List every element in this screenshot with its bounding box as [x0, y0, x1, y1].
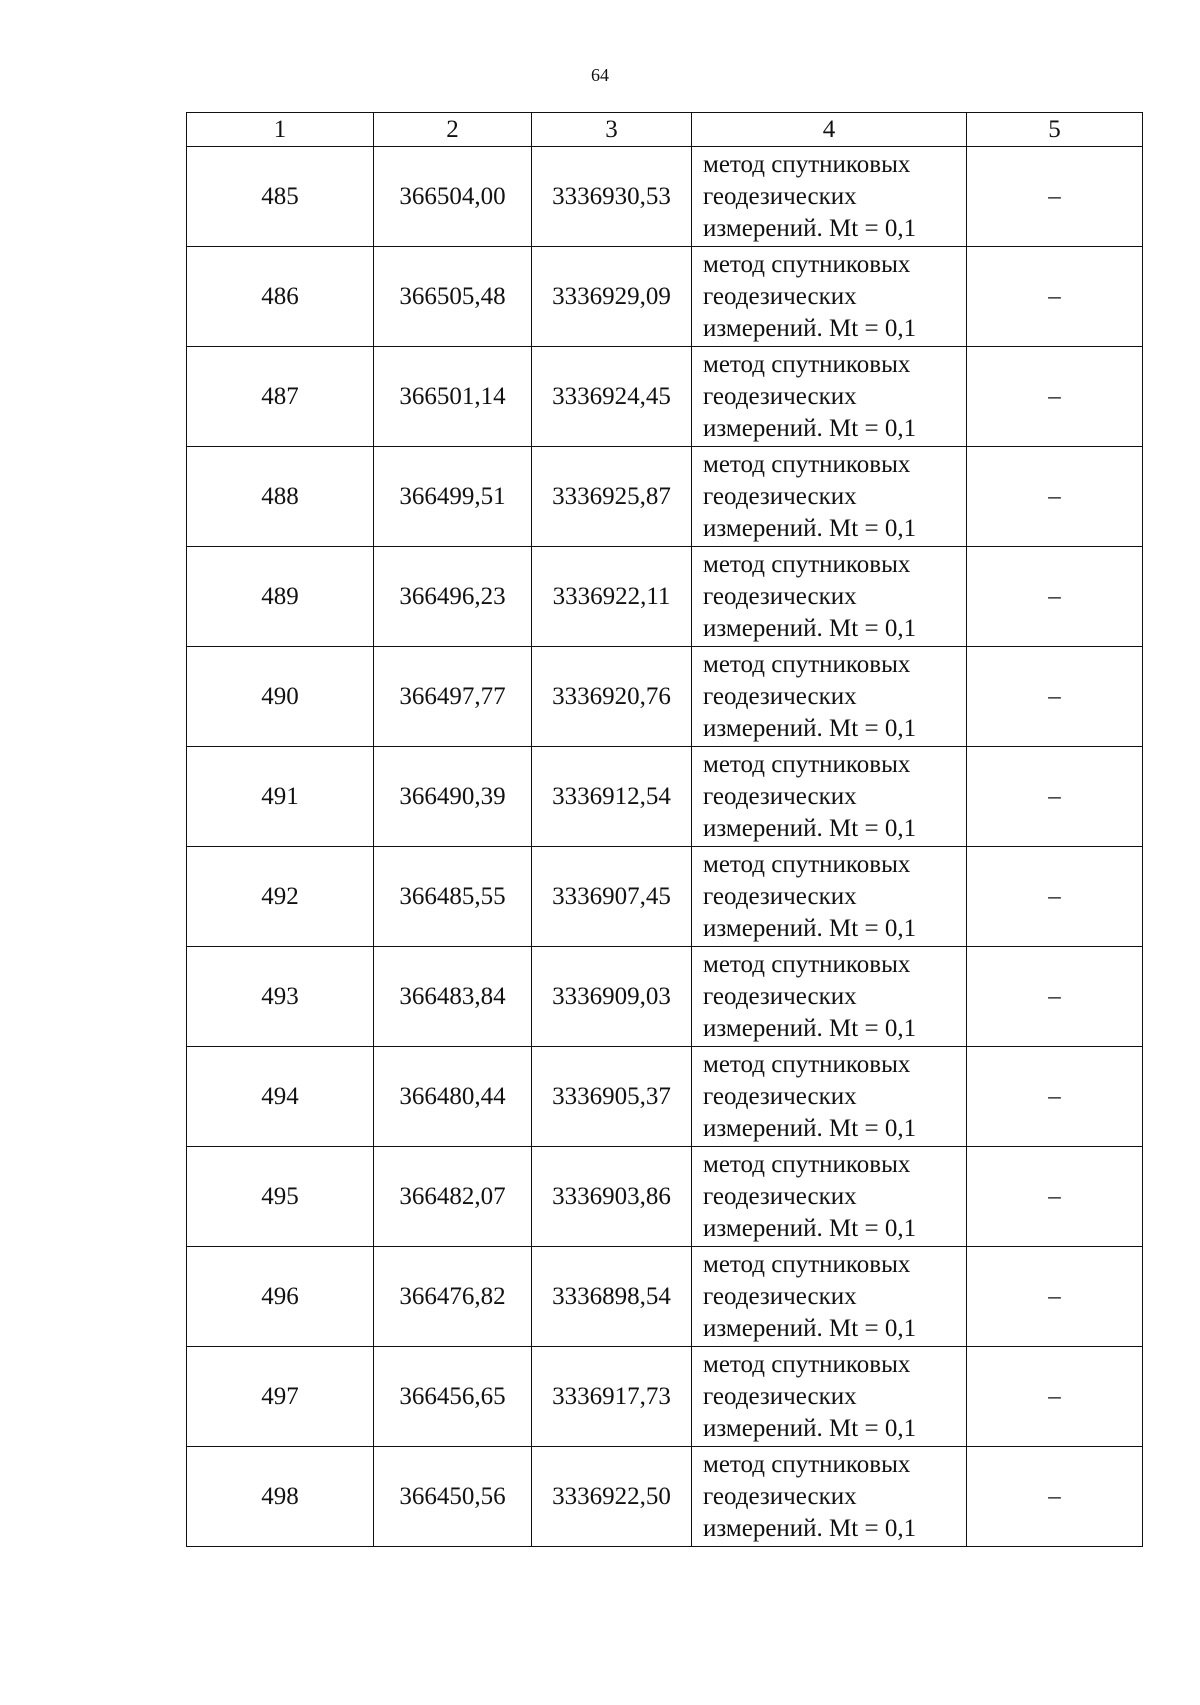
- y-coordinate-cell: 3336912,54: [532, 747, 692, 847]
- table-row: [187, 1247, 1143, 1347]
- method-line: метод спутниковых: [703, 1050, 911, 1078]
- table-row: [187, 1447, 1143, 1547]
- coordinates-table: [186, 112, 1143, 1547]
- method-cell: [692, 347, 967, 447]
- method-line: метод спутниковых: [703, 250, 911, 278]
- method-cell: [692, 1247, 967, 1347]
- x-coordinate-cell: 366499,51: [374, 447, 532, 547]
- method-line: измерений. Mt = 0,1: [703, 714, 917, 742]
- note-cell: –: [967, 747, 1143, 847]
- note-cell: –: [967, 647, 1143, 747]
- table-row: [187, 547, 1143, 647]
- method-line: метод спутниковых: [703, 950, 911, 978]
- note-cell: –: [967, 247, 1143, 347]
- note-cell: –: [967, 1247, 1143, 1347]
- table-row: [187, 147, 1143, 247]
- method-cell: [692, 1147, 967, 1247]
- table-row: [187, 947, 1143, 1047]
- method-line: измерений. Mt = 0,1: [703, 1514, 917, 1542]
- method-cell: [692, 647, 967, 747]
- method-cell: [692, 147, 967, 247]
- y-coordinate-cell: 3336898,54: [532, 1247, 692, 1347]
- method-cell: [692, 547, 967, 647]
- point-number-cell: 492: [187, 847, 374, 947]
- method-line: метод спутниковых: [703, 550, 911, 578]
- point-number-cell: 489: [187, 547, 374, 647]
- method-cell: [692, 247, 967, 347]
- table-row: [187, 247, 1143, 347]
- method-cell: [692, 1047, 967, 1147]
- x-coordinate-cell: 366504,00: [374, 147, 532, 247]
- y-coordinate-cell: 3336917,73: [532, 1347, 692, 1447]
- table-row: [187, 447, 1143, 547]
- note-cell: –: [967, 147, 1143, 247]
- note-cell: –: [967, 347, 1143, 447]
- point-number-cell: 494: [187, 1047, 374, 1147]
- note-cell: –: [967, 947, 1143, 1047]
- method-line: измерений. Mt = 0,1: [703, 414, 917, 442]
- method-line: метод спутниковых: [703, 1150, 911, 1178]
- method-line: измерений. Mt = 0,1: [703, 1114, 917, 1142]
- method-line: геодезических: [703, 182, 857, 210]
- table-row: [187, 1147, 1143, 1247]
- y-coordinate-cell: 3336930,53: [532, 147, 692, 247]
- method-line: метод спутниковых: [703, 150, 911, 178]
- method-cell: [692, 747, 967, 847]
- point-number-cell: 495: [187, 1147, 374, 1247]
- method-line: измерений. Mt = 0,1: [703, 814, 917, 842]
- table-row: [187, 1047, 1143, 1147]
- x-coordinate-cell: 366496,23: [374, 547, 532, 647]
- method-line: измерений. Mt = 0,1: [703, 914, 917, 942]
- method-line: измерений. Mt = 0,1: [703, 214, 917, 242]
- note-cell: –: [967, 1147, 1143, 1247]
- header-cell-1: 1: [187, 113, 374, 147]
- y-coordinate-cell: 3336929,09: [532, 247, 692, 347]
- method-line: геодезических: [703, 482, 857, 510]
- y-coordinate-cell: 3336924,45: [532, 347, 692, 447]
- note-cell: –: [967, 1347, 1143, 1447]
- method-line: измерений. Mt = 0,1: [703, 1414, 917, 1442]
- y-coordinate-cell: 3336905,37: [532, 1047, 692, 1147]
- table-body: [187, 113, 1143, 1547]
- method-line: геодезических: [703, 682, 857, 710]
- point-number-cell: 487: [187, 347, 374, 447]
- x-coordinate-cell: 366450,56: [374, 1447, 532, 1547]
- method-line: геодезических: [703, 1282, 857, 1310]
- method-line: геодезических: [703, 782, 857, 810]
- y-coordinate-cell: 3336922,11: [532, 547, 692, 647]
- y-coordinate-cell: 3336920,76: [532, 647, 692, 747]
- method-cell: [692, 947, 967, 1047]
- table-row: [187, 647, 1143, 747]
- header-cell-5: 5: [967, 113, 1143, 147]
- table-row: [187, 847, 1143, 947]
- table-row: [187, 1347, 1143, 1447]
- method-line: геодезических: [703, 582, 857, 610]
- note-cell: –: [967, 1447, 1143, 1547]
- x-coordinate-cell: 366483,84: [374, 947, 532, 1047]
- x-coordinate-cell: 366456,65: [374, 1347, 532, 1447]
- point-number-cell: 490: [187, 647, 374, 747]
- x-coordinate-cell: 366501,14: [374, 347, 532, 447]
- x-coordinate-cell: 366482,07: [374, 1147, 532, 1247]
- method-line: измерений. Mt = 0,1: [703, 614, 917, 642]
- point-number-cell: 491: [187, 747, 374, 847]
- x-coordinate-cell: 366480,44: [374, 1047, 532, 1147]
- y-coordinate-cell: 3336903,86: [532, 1147, 692, 1247]
- method-cell: [692, 1447, 967, 1547]
- table-row: [187, 747, 1143, 847]
- method-line: измерений. Mt = 0,1: [703, 514, 917, 542]
- method-cell: [692, 1347, 967, 1447]
- method-line: геодезических: [703, 982, 857, 1010]
- method-line: метод спутниковых: [703, 850, 911, 878]
- method-line: измерений. Mt = 0,1: [703, 314, 917, 342]
- header-row: [187, 113, 1143, 147]
- method-cell: [692, 847, 967, 947]
- method-line: метод спутниковых: [703, 750, 911, 778]
- method-line: метод спутниковых: [703, 650, 911, 678]
- point-number-cell: 497: [187, 1347, 374, 1447]
- method-line: геодезических: [703, 1082, 857, 1110]
- point-number-cell: 493: [187, 947, 374, 1047]
- method-cell: [692, 447, 967, 547]
- method-line: измерений. Mt = 0,1: [703, 1214, 917, 1242]
- page-number: 64: [591, 65, 609, 85]
- method-line: метод спутниковых: [703, 1250, 911, 1278]
- y-coordinate-cell: 3336907,45: [532, 847, 692, 947]
- x-coordinate-cell: 366505,48: [374, 247, 532, 347]
- header-cell-2: 2: [374, 113, 532, 147]
- method-line: геодезических: [703, 282, 857, 310]
- x-coordinate-cell: 366485,55: [374, 847, 532, 947]
- method-line: метод спутниковых: [703, 1450, 911, 1478]
- method-line: геодезических: [703, 382, 857, 410]
- point-number-cell: 486: [187, 247, 374, 347]
- y-coordinate-cell: 3336909,03: [532, 947, 692, 1047]
- method-line: измерений. Mt = 0,1: [703, 1314, 917, 1342]
- x-coordinate-cell: 366490,39: [374, 747, 532, 847]
- note-cell: –: [967, 1047, 1143, 1147]
- y-coordinate-cell: 3336925,87: [532, 447, 692, 547]
- method-line: геодезических: [703, 882, 857, 910]
- header-cell-4: 4: [692, 113, 967, 147]
- method-line: геодезических: [703, 1182, 857, 1210]
- method-line: измерений. Mt = 0,1: [703, 1014, 917, 1042]
- x-coordinate-cell: 366476,82: [374, 1247, 532, 1347]
- method-line: метод спутниковых: [703, 350, 911, 378]
- method-line: метод спутниковых: [703, 1350, 911, 1378]
- y-coordinate-cell: 3336922,50: [532, 1447, 692, 1547]
- header-cell-3: 3: [532, 113, 692, 147]
- point-number-cell: 498: [187, 1447, 374, 1547]
- note-cell: –: [967, 447, 1143, 547]
- note-cell: –: [967, 847, 1143, 947]
- method-line: метод спутниковых: [703, 450, 911, 478]
- point-number-cell: 496: [187, 1247, 374, 1347]
- method-line: геодезических: [703, 1482, 857, 1510]
- note-cell: –: [967, 547, 1143, 647]
- point-number-cell: 485: [187, 147, 374, 247]
- x-coordinate-cell: 366497,77: [374, 647, 532, 747]
- table-row: [187, 347, 1143, 447]
- method-line: геодезических: [703, 1382, 857, 1410]
- point-number-cell: 488: [187, 447, 374, 547]
